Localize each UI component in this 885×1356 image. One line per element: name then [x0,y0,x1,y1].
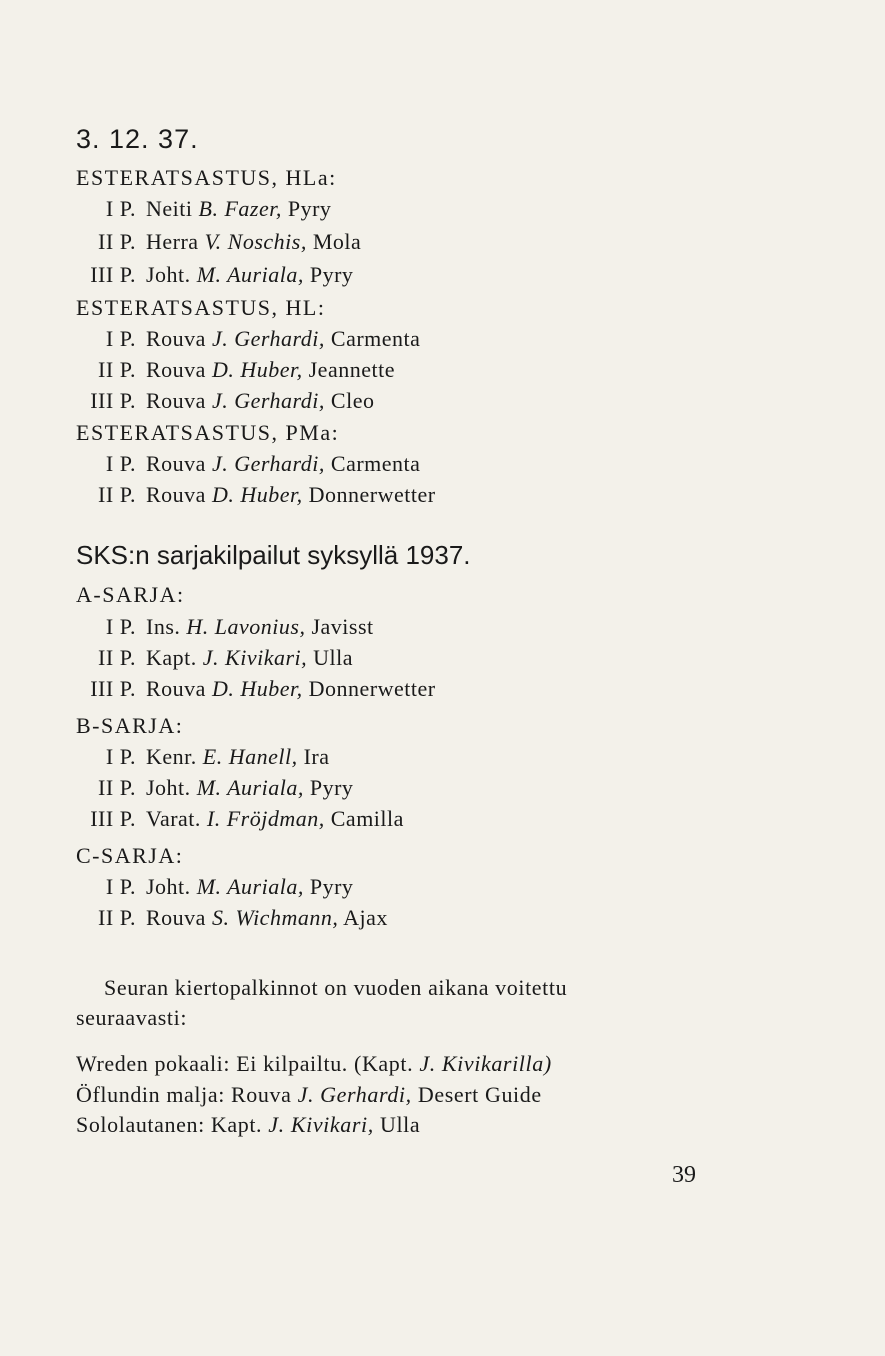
horse-name: Carmenta [330,326,421,351]
title-text: Kapt. [146,645,197,670]
result-row [66,806,404,832]
horse-name: Ajax [343,905,388,930]
trophy-horse: Desert Guide [417,1082,542,1107]
trophy-row [76,1112,420,1138]
section-title: SKS:n sarjakilpailut syksyllä 1937. [76,540,471,570]
rank-label: I P. [105,614,136,639]
rank-label: II P. [98,357,136,382]
result-row [66,645,353,671]
result-row [66,614,374,640]
rank-label: II P. [98,229,136,254]
result-row [66,744,330,770]
title-text: Neiti [146,196,193,221]
person-name: J. Gerhardi, [211,326,325,351]
title-text: Rouva [146,905,206,930]
result-row [66,775,353,801]
rank-label: II P. [98,775,136,800]
title-text: Rouva [146,482,206,507]
title-text: Rouva [146,326,206,351]
rank-label: I P. [105,451,136,476]
result-row [66,196,331,222]
result-row [66,388,374,414]
person-name: I. Fröjdman, [206,806,325,831]
result-row [66,482,436,508]
page-number: 39 [672,1162,696,1188]
trophy-horse: Ulla [379,1112,421,1137]
trophy-row [76,1082,542,1108]
rank-label: III P. [90,262,136,287]
rank-label: II P. [98,905,136,930]
trophy-text: Kapt. [210,1112,263,1137]
result-row [66,357,395,383]
trophy-text: Ei kilpailtu. [236,1051,348,1076]
result-row [66,451,420,477]
person-name: M. Auriala, [196,874,304,899]
trophy-label: Sololautanen: [76,1112,205,1137]
person-name: M. Auriala, [196,262,304,287]
person-name: B. Fazer, [198,196,282,221]
series-header: B-SARJA: [76,713,184,738]
horse-name: Camilla [330,806,404,831]
person-name: D. Huber, [211,482,303,507]
rank-label: II P. [98,645,136,670]
trophy-person: J. Kivikarilla) [419,1051,552,1076]
result-row [66,326,420,352]
title-text: Joht. [146,262,191,287]
title-text: Ins. [146,614,181,639]
horse-name: Jeannette [308,357,395,382]
horse-name: Mola [312,229,362,254]
title-text: Kenr. [146,744,197,769]
trophy-row [76,1051,552,1077]
person-name: J. Kivikari, [202,645,308,670]
result-row [66,262,353,288]
person-name: E. Hanell, [202,744,298,769]
rank-label: I P. [105,874,136,899]
horse-name: Pyry [309,262,354,287]
rank-label: III P. [90,806,136,831]
person-name: D. Huber, [211,357,303,382]
series-header: A-SARJA: [76,582,185,607]
person-name: D. Huber, [211,676,303,701]
rank-label: III P. [90,676,136,701]
series-header: C-SARJA: [76,843,184,868]
title-text: Rouva [146,451,206,476]
trophy-extra-prefix: (Kapt. [354,1051,414,1076]
rank-label: II P. [98,482,136,507]
trophy-text: Rouva [231,1082,292,1107]
result-row [66,874,353,900]
horse-name: Javisst [311,614,374,639]
result-row [66,229,361,255]
person-name: H. Lavonius, [186,614,306,639]
horse-name: Pyry [287,196,332,221]
result-row [66,676,436,702]
horse-name: Ira [303,744,330,769]
person-name: S. Wichmann, [211,905,339,930]
result-row [66,905,388,931]
date-heading: 3. 12. 37. [76,124,199,154]
intro-line-1: Seuran kiertopalkinnot on vuoden aikana voitettu [104,975,568,1000]
group-header: ESTERATSASTUS, PMa: [76,420,340,445]
horse-name: Ulla [313,645,354,670]
rank-label: I P. [105,744,136,769]
trophy-person: J. Kivikari, [268,1112,374,1137]
person-name: J. Gerhardi, [211,451,325,476]
horse-name: Pyry [309,775,354,800]
title-text: Joht. [146,874,191,899]
trophy-label: Wreden pokaali: [76,1051,231,1076]
rank-label: III P. [90,388,136,413]
group-header: ESTERATSASTUS, HLa: [76,165,337,190]
rank-label: I P. [105,326,136,351]
title-text: Rouva [146,357,206,382]
title-text: Joht. [146,775,191,800]
rank-label: I P. [105,196,136,221]
title-text: Rouva [146,388,206,413]
title-text: Varat. [146,806,201,831]
person-name: J. Gerhardi, [211,388,325,413]
horse-name: Donnerwetter [308,676,436,701]
horse-name: Pyry [309,874,354,899]
intro-line-2: seuraavasti: [76,1005,188,1030]
horse-name: Carmenta [330,451,421,476]
group-header: ESTERATSASTUS, HL: [76,295,326,320]
trophy-person: J. Gerhardi, [297,1082,412,1107]
person-name: V. Noschis, [204,229,307,254]
title-text: Herra [146,229,199,254]
title-text: Rouva [146,676,206,701]
horse-name: Donnerwetter [308,482,436,507]
trophy-label: Öflundin malja: [76,1082,225,1107]
horse-name: Cleo [330,388,375,413]
person-name: M. Auriala, [196,775,304,800]
